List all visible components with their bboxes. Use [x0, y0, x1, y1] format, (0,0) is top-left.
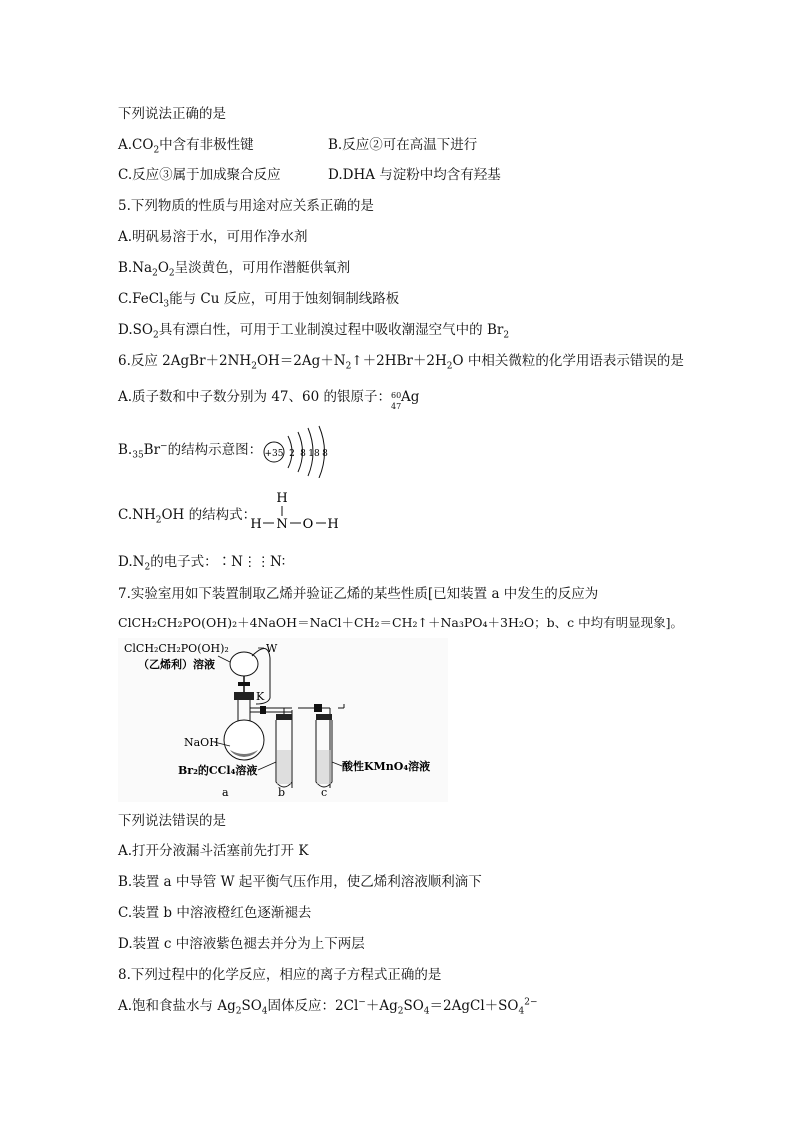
atom-o: O — [302, 517, 314, 532]
q7-question: 下列说法错误的是 — [118, 813, 226, 829]
q5-option-a: A.明矾易溶于水，可用作净水剂 — [118, 229, 308, 245]
q6-option-d: $D.N_2$的电子式：∶N⋮⋮N∶ — [118, 554, 286, 573]
q6-option-b: $B._{35}Br^-$的结构示意图： — [118, 441, 263, 461]
tube-b-solution-label: Br₂的CCl₄溶液 — [178, 764, 258, 777]
q4-stem: 下列说法正确的是 — [118, 106, 226, 122]
label-a: a — [222, 786, 229, 799]
nuclide-notation: 60 47 — [390, 390, 402, 411]
q8-option-a: A.饱和食盐水与 $Ag_2SO_4$固体反应：$2Cl^-+Ag_2SO_4=2AgCl+SO_4^{2-}$ — [118, 997, 538, 1017]
q4-option-a: $A.CO_2$中含有非极性键 — [118, 137, 254, 156]
q7-option-c: C.装置 b 中溶液橙红色逐渐褪去 — [118, 905, 312, 921]
q5-option-c: C.FeCl$_3$能与 Cu 反应，可用于蚀刻铜制线路板 — [118, 291, 400, 310]
shell-2: 8 — [300, 449, 306, 459]
valve-k-label: K — [256, 690, 265, 703]
atom-h-left: H — [250, 517, 262, 532]
q6-option-c: $C.NH_2OH$ 的结构式： — [118, 507, 257, 526]
atom-n: N — [276, 517, 288, 532]
q7-option-a: A.打开分液漏斗活塞前先打开 K — [118, 843, 309, 859]
nucleus-charge: +35 — [264, 449, 284, 459]
shell-4: 8 — [322, 449, 328, 459]
q6-stem: 6.反应 $2AgBr+2NH_2OH=2Ag+N_2↑+2HBr+2H_2O$ 中相关微粒的化学用语表示错误的是 — [118, 353, 684, 372]
q7-option-d: D.装置 c 中溶液紫色褪去并分为上下两层 — [118, 936, 365, 952]
tube-w-label: W — [266, 642, 278, 655]
label-c: c — [321, 786, 328, 799]
reagent-name: （乙烯利）溶液 — [138, 658, 215, 671]
tube-c-solution-label: 酸性KMnO₄溶液 — [342, 760, 431, 773]
q4-option-b: B.反应②可在高温下进行 — [328, 137, 478, 153]
q4-option-d: D.DHA 与淀粉中均含有羟基 — [328, 167, 501, 183]
reagent-formula: ClCH₂CH₂PO(OH)₂ — [124, 642, 229, 655]
q7-option-b: B.装置 a 中导管 W 起平衡气压作用，使乙烯利溶液顺利滴下 — [118, 874, 482, 890]
q4-option-c: C.反应③属于加成聚合反应 — [118, 167, 281, 183]
label-b: b — [278, 786, 286, 799]
atom-h-right: H — [327, 517, 339, 532]
hydroxylamine-structural-formula — [246, 488, 342, 534]
atom-h-top: H — [276, 491, 288, 506]
shell-3: 18 — [308, 449, 320, 459]
bromide-ion-structure-diagram — [262, 422, 342, 478]
q8-stem: 8.下列过程中的化学反应，相应的离子方程式正确的是 — [118, 967, 442, 983]
q6-option-a: A.质子数和中子数分别为 47、60 的银原子： 60 47 Ag — [118, 389, 420, 411]
q5-option-b: $B.Na_2O_2$呈淡黄色，可用作潜艇供氧剂 — [118, 260, 351, 279]
q5-stem: 5.下列物质的性质与用途对应关系正确的是 — [118, 198, 374, 214]
q7-stem-line2: ClCH₂CH₂PO(OH)₂＋4NaOH＝NaCl＋CH₂＝CH₂↑＋Na₃PO₄＋3H₂O；b、c 中均有明显现象]。 — [118, 615, 683, 630]
q7-stem-line1: 7.实验室用如下装置制取乙烯并验证乙烯的某些性质[已知装置 a 中发生的反应为 — [118, 586, 599, 602]
q5-option-d: $D.SO_2$具有漂白性，可用于工业制溴过程中吸收潮湿空气中的 $Br_2$ — [118, 322, 510, 341]
ethylene-apparatus-figure — [118, 638, 448, 802]
naoh-label: NaOH — [184, 736, 219, 749]
shell-1: 2 — [289, 449, 295, 459]
